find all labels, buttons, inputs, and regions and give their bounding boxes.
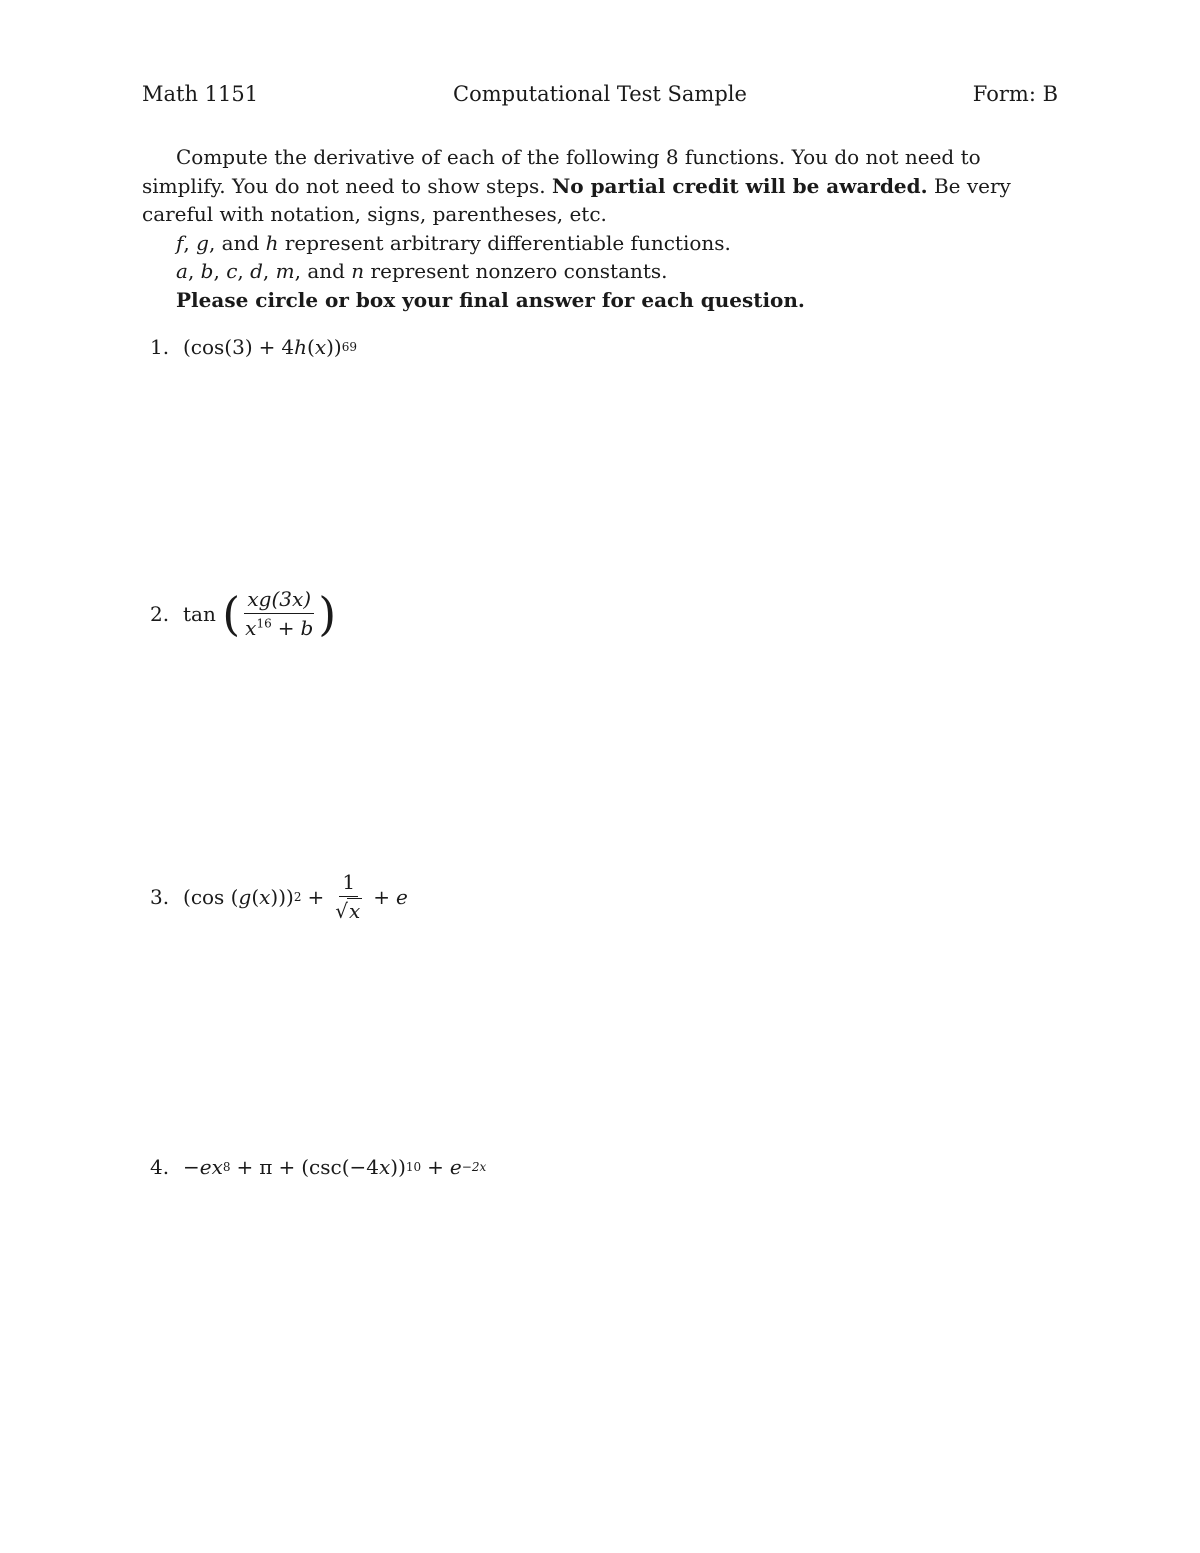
functions-note: f, g, and h represent arbitrary differentiable functions. (176, 230, 731, 255)
problem-1 (150, 335, 357, 359)
problem-3 (150, 870, 408, 923)
problem-number: 4. (150, 1155, 170, 1179)
instructions-paragraph: Compute the derivative of each of the following 8 functions. You do not need to simplify. You do not need to show steps. No partial credit will be awarded. Be very careful with notation, signs, parentheses, etc. (142, 145, 1011, 226)
problem-4 (150, 1155, 486, 1179)
course-label: Math 1151 (142, 82, 259, 106)
test-title: Computational Test Sample (453, 82, 747, 106)
problem-expression: − ex 8 + π + (csc(−4 x )) 10 + e −2x (183, 1155, 487, 1179)
circle-answer-note: Please circle or box your final answer for each question. (176, 287, 805, 312)
instructions (142, 143, 1058, 314)
page-header (142, 82, 1058, 112)
form-label: Form: B (972, 82, 1058, 106)
problem-number: 3. (150, 884, 170, 909)
problem-expression: (cos(3) + 4 h ( x )) 69 (183, 335, 358, 359)
problem-expression: ( cos ( g ( x ))) 2 + $\frac{1}{√x}$ + e (183, 870, 408, 923)
fraction: $\frac{1}{√x}$ (335, 870, 361, 923)
problem-2 (150, 587, 336, 640)
problem-number: 2. (150, 601, 170, 626)
fraction: $\frac{xg(3x)}{x^{16} + b}$ (245, 587, 314, 640)
constants-note: a, b, c, d, m, and n represent nonzero constants. (176, 259, 668, 283)
problem-expression: tan ( $\frac{xg(3x)}{x^{16} + b}$ ) (183, 586, 337, 641)
problem-number: 1. (150, 335, 170, 359)
